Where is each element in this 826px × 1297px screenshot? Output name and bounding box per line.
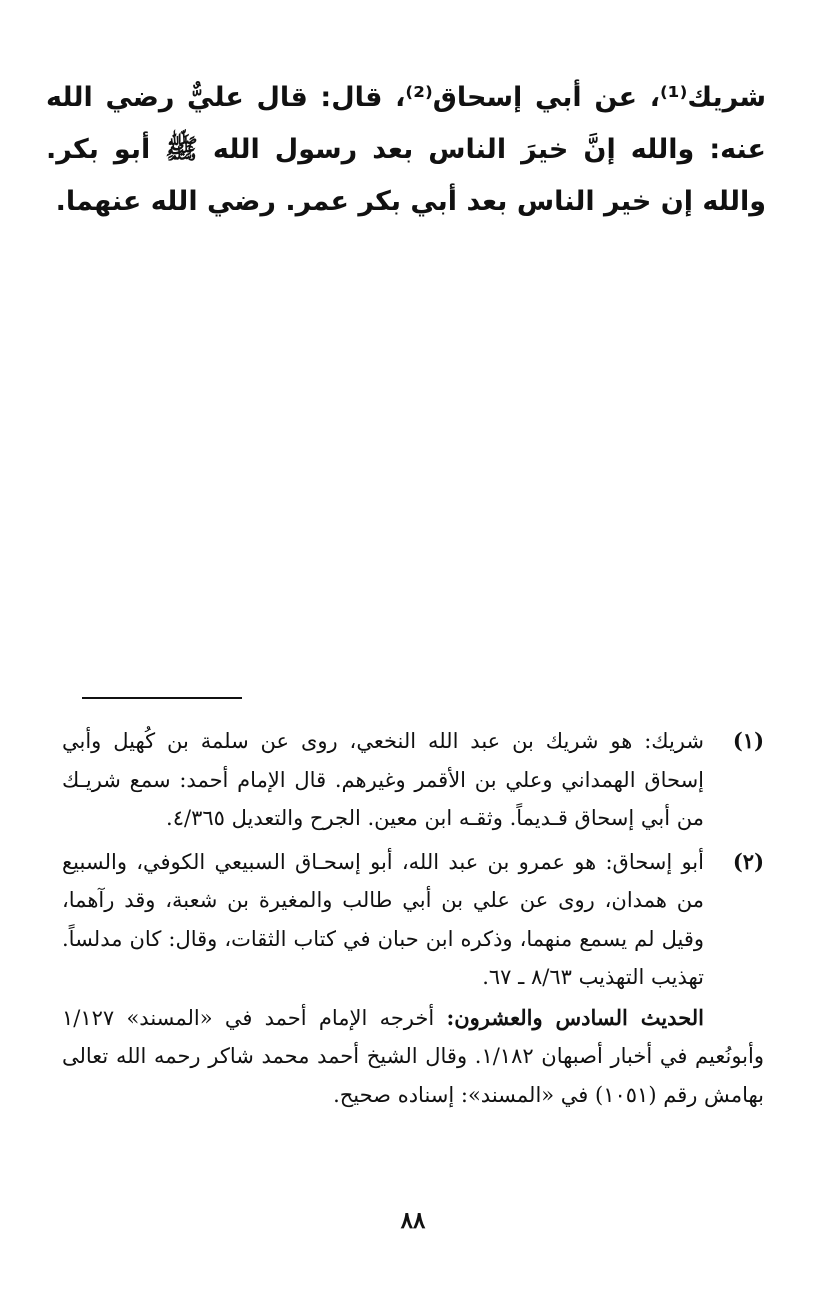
main-text — [46, 72, 766, 228]
hadith-note-text: أخرجه الإمام أحمد في «المسند» ١/١٢٧ وأبونُعيم في أخبار أصبهان ١/١٨٢. وقال الشيخ أحمد محمد شاكر رحمه الله تعالى بهامش رقم (١٠٥١) في «المسند»: إسناده صحيح. — [62, 1005, 764, 1107]
footnote-2 — [62, 843, 764, 997]
footnote-separator — [82, 697, 242, 699]
footnote-1 — [62, 722, 764, 838]
footnote-number: (١) — [732, 728, 764, 753]
hadith-takhrij-note — [62, 999, 764, 1115]
main-paragraph: شريك⁽¹⁾، عن أبي إسحاق⁽²⁾، قال: قال عليٌّ رضي الله عنه: والله إنَّ خيرَ الناس بعد رسول الله ﷺ أبو بكر. والله إن خير الناس بعد أبي بكر عمر. رضي الله عنهما. — [46, 82, 766, 217]
footnote-text: شريك: هو شريك بن عبد الله النخعي، روى عن سلمة بن كُهيل وأبي إسحاق الهمداني وعلي بن الأقمر وغيرهم. قال الإمام أحمد: سمع شريـك من أبي إسحاق قـديماً. وثقـه ابن معين. الجرح والتعديل ٤/٣٦٥. — [62, 729, 704, 830]
page-number: ٨٨ — [400, 1207, 426, 1234]
footnotes — [62, 722, 764, 1114]
footnote-number: (٢) — [732, 848, 764, 874]
footnote-text: أبو إسحاق: هو عمرو بن عبد الله، أبو إسحـاق السبيعي الكوفي، والسبيع من همدان، روى عن علي بن أبي طالب والمغيرة بن شعبة، وقد رآهما، وقيل لم يسمع منهما، وذكره ابن حبان في كتاب الثقات، وقال: كان مدلساً. تهذيب التهذيب ٨/٦٣ ـ ٦٧. — [62, 849, 704, 989]
hadith-note-title: الحديث السادس والعشرون: — [446, 1004, 704, 1030]
